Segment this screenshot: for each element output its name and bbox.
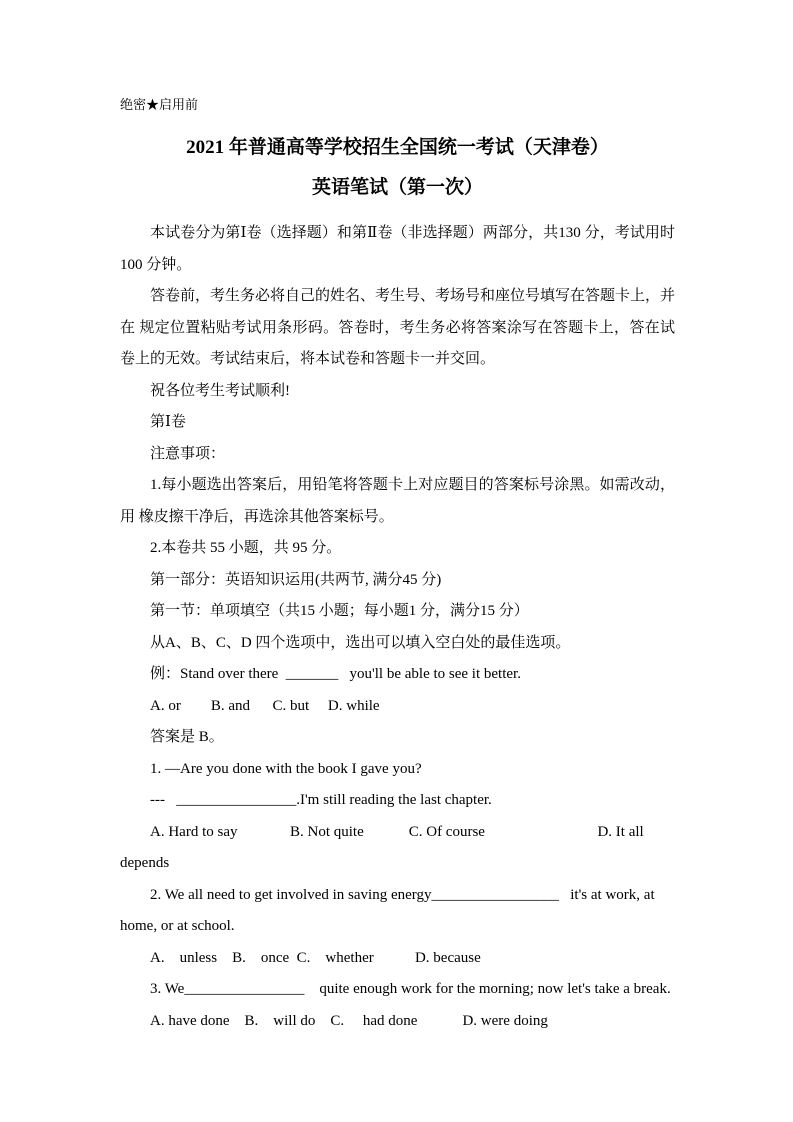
example-options: A. or B. and C. but D. while	[150, 697, 380, 714]
exam-title: 2021 年普通高等学校招生全国统一考试（天津卷）	[186, 137, 609, 158]
exam-body	[120, 218, 683, 1037]
exam-structure-paragraph: 本试卷分为第Ⅰ卷（选择题）和第Ⅱ卷（非选择题）两部分，共130 分，考试用时 100 分钟。	[120, 225, 683, 273]
title-block	[120, 128, 675, 208]
exam-subtitle: 英语笔试（第一次）	[311, 177, 483, 198]
part-1-heading: 第一部分：英语知识运用(共两节, 满分45 分)	[150, 571, 442, 588]
question-3-text: 3. We________________ quite enough work for the morning; now let's take a break.	[150, 981, 671, 997]
example-sentence: 例：Stand over there _______ you'll be able to see it better.	[150, 666, 521, 682]
question-1-reply: --- ________________.I'm still reading the last chapter.	[150, 792, 492, 808]
example-answer: 答案是 B。	[150, 729, 224, 745]
question-3-options: A. have done B. will do C. had done D. were doing	[150, 1012, 548, 1029]
question-1-options: A. Hard to say B. Not quite C. Of course D. It all depends	[120, 823, 648, 871]
note-2: 2.本卷共 55 小题，共 95 分。	[150, 540, 342, 556]
question-2-options: A. unless B. once C. whether D. because	[150, 949, 481, 966]
security-classification-label: 绝密★启用前	[120, 97, 199, 112]
good-luck-line: 祝各位考生考试顺利!	[150, 382, 290, 399]
instructions-paragraph: 答卷前，考生务必将自己的姓名、考生号、考场号和座位号填写在答题卡上，并在 规定位置粘贴考试用条形码。答卷时，考生务必将答案涂写在答题卡上，答在试卷上的无效。考试结束后，将本试卷和答题卡一并交回。	[120, 288, 676, 367]
notes-heading: 注意事项：	[150, 445, 226, 462]
section-1-heading: 第一节：单项填空（共15 小题；每小题1 分，满分15 分）	[150, 603, 529, 619]
note-1: 1.每小题选出答案后，用铅笔将答题卡上对应题目的答案标号涂黑。如需改动，用 橡皮擦干净后，再选涂其他答案标号。	[120, 477, 675, 525]
question-2-text: 2. We all need to get involved in saving energy_________________ it's at work, at home, or at school.	[120, 886, 659, 934]
directions-line: 从A、B、C、D 四个选项中，选出可以填入空白处的最佳选项。	[150, 634, 571, 651]
volume-1-heading: 第Ⅰ卷	[150, 414, 186, 430]
question-1-text: 1. —Are you done with the book I gave you?	[150, 760, 422, 777]
